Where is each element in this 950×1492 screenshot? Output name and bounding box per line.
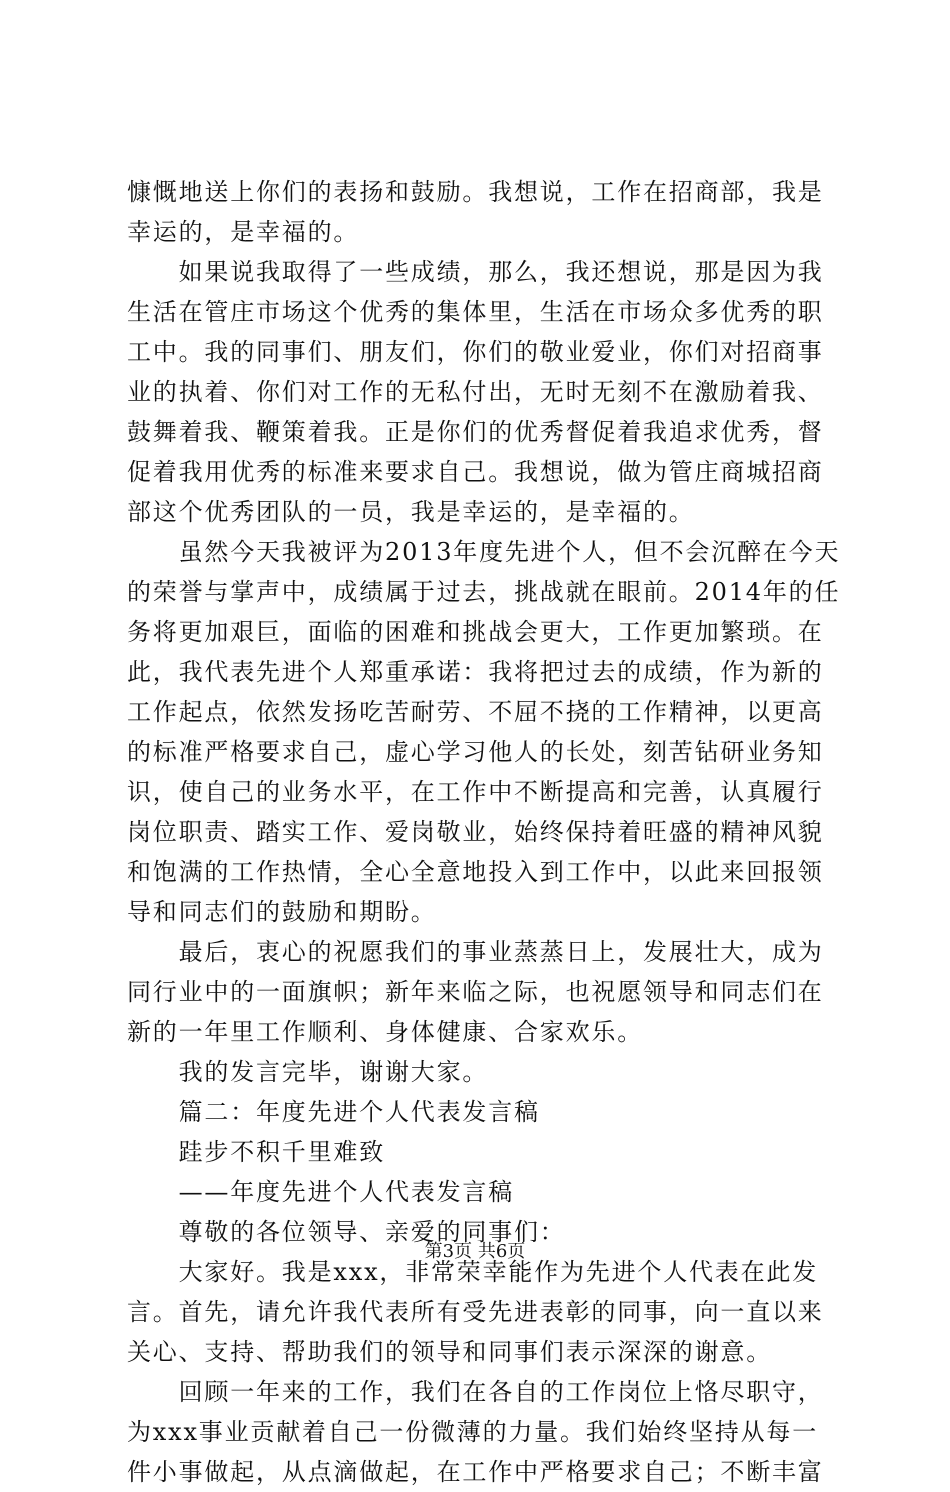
text-line: 生活在管庄市场这个优秀的集体里，生活在市场众多优秀的职 [127, 298, 824, 326]
text-line: 新的一年里工作顺利、身体健康、合家欢乐。 [127, 1018, 643, 1046]
text-line: 关心、支持、帮助我们的领导和同事们表示深深的谢意。 [127, 1338, 772, 1366]
text-line: 为xxx事业贡献着自己一份微薄的力量。我们始终坚持从每一 [127, 1418, 819, 1446]
text-line: 和饱满的工作热情，全心全意地投入到工作中，以此来回报领 [127, 858, 824, 886]
text-line: 鼓舞着我、鞭策着我。正是你们的优秀督促着我追求优秀，督 [127, 418, 824, 446]
text-line: 虽然今天我被评为2013年度先进个人，但不会沉醉在今天 [127, 538, 841, 566]
text-line: 慷慨地送上你们的表扬和鼓励。我想说，工作在招商部，我是 [127, 178, 824, 206]
page-number: 第3页 共6页 [424, 1241, 526, 1262]
text-line: 务将更加艰巨，面临的困难和挑战会更大，工作更加繁琐。在 [127, 618, 824, 646]
speech-subtitle: ——年度先进个人代表发言稿 [127, 1178, 514, 1206]
text-line: 识，使自己的业务水平，在工作中不断提高和完善，认真履行 [127, 778, 824, 806]
text-line: 此，我代表先进个人郑重承诺：我将把过去的成绩，作为新的 [127, 658, 824, 686]
text-line: 同行业中的一面旗帜；新年来临之际，也祝愿领导和同志们在 [127, 978, 824, 1006]
text-line: 的荣誉与掌声中，成绩属于过去，挑战就在眼前。2014年的任 [127, 578, 841, 606]
text-line: 如果说我取得了一些成绩，那么，我还想说，那是因为我 [127, 258, 824, 286]
text-line: 工中。我的同事们、朋友们，你们的敬业爱业，你们对招商事 [127, 338, 824, 366]
text-line: 导和同志们的鼓励和期盼。 [127, 898, 437, 926]
text-line: 言。首先，请允许我代表所有受先进表彰的同事，向一直以来 [127, 1298, 824, 1326]
text-line: 大家好。我是xxx，非常荣幸能作为先进个人代表在此发 [127, 1258, 819, 1286]
text-line: 件小事做起，从点滴做起，在工作中严格要求自己；不断丰富 [127, 1458, 824, 1486]
text-line: 工作起点，依然发扬吃苦耐劳、不屈不挠的工作精神，以更高 [127, 698, 824, 726]
document-body [127, 172, 841, 1492]
section-heading: 篇二：年度先进个人代表发言稿 [127, 1098, 540, 1126]
text-line: 业的执着、你们对工作的无私付出，无时无刻不在激励着我、 [127, 378, 824, 406]
text-line: 的标准严格要求自己，虚心学习他人的长处，刻苦钻研业务知 [127, 738, 824, 766]
text-line: 回顾一年来的工作，我们在各自的工作岗位上恪尽职守， [127, 1378, 824, 1406]
text-line: 岗位职责、踏实工作、爱岗敬业，始终保持着旺盛的精神风貌 [127, 818, 824, 846]
text-line: 我的发言完毕，谢谢大家。 [127, 1058, 489, 1086]
text-line: 促着我用优秀的标准来要求自己。我想说，做为管庄商城招商 [127, 458, 824, 486]
text-line: 最后，衷心的祝愿我们的事业蒸蒸日上，发展壮大，成为 [127, 938, 824, 966]
speech-title: 跬步不积千里难致 [127, 1138, 385, 1166]
text-line: 幸运的，是幸福的。 [127, 218, 360, 246]
text-line: 部这个优秀团队的一员，我是幸运的，是幸福的。 [127, 498, 695, 526]
salutation: 尊敬的各位领导、亲爱的同事们： [127, 1218, 566, 1246]
